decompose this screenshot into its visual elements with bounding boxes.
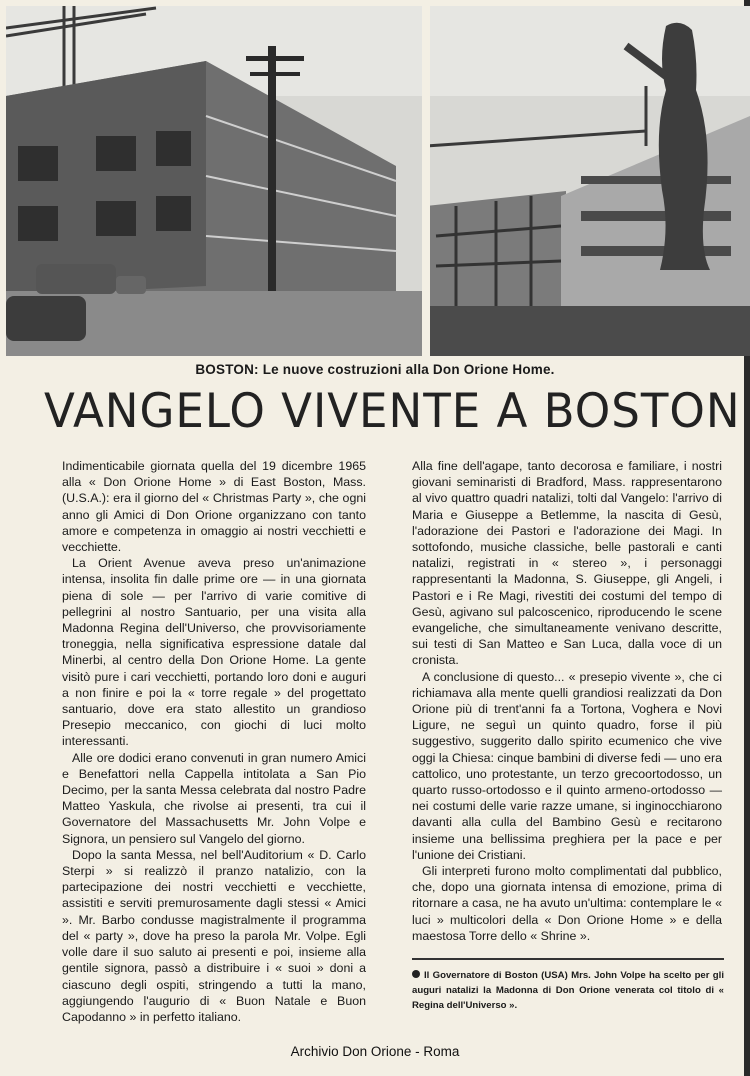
article-headline: VANGELO VIVENTE A BOSTON	[44, 384, 741, 439]
paragraph: Alla fine dell'agape, tanto decorosa e familiare, i nostri giovani seminaristi di Bradford, Mass. rappresentarono al vivo quattro quadri natalizi, tolti dal Vangelo: l'arrivo di Maria e Giuseppe a Betlemme, la nascita di Gesù, l'adorazione dei Pastori e l'adorazione dei Magi. In sottofondo, musiche classiche, belle pastorali e canti natalizi, registrati in « stereo », i personaggi rappresentanti la Madonna, S. Giuseppe, gli Angeli, i Pastori e i Re Magi, rivestiti dei costumi del tempo di Gesù, agivano sul palcoscenico, riproducendo le scene evangeliche, che simultaneamente venivano descritte, sui testi di San Matteo e San Luca, dalla voce di un cronista.	[412, 459, 722, 668]
archive-label: Archivio Don Orione - Roma	[290, 1044, 460, 1059]
paragraph: Gli interpreti furono molto complimentati dal pubblico, che, dopo una giornata intensa di emozione, prima di ritornare a casa, ne ha avuto un'ultima: contemplare le « luci » multicolori della « Don Orione Home » e della maestosa Torre dello « Shrine ».	[412, 864, 722, 943]
paragraph: La Orient Avenue aveva preso un'animazione intensa, insolita fin dalle prime ore — in una giornata piena di sole — per l'arrivo di varie comitive di pellegrini al nostro Santuario, per una visita alla Madonna Regina dell'Universo, che provvisoriamente troneggia, nella significativa espressione datale dal Minerbi, al centro della Don Orione Home. La gente visitò pure i cari vecchietti, portando loro doni e auguri a non finire e poi la « torre regale » del progettato santuario, dove era stato allestito un grandioso Presepio meccanico, con giochi di luci molto interessanti.	[62, 556, 366, 749]
paragraph: A conclusione di questo... « presepio vivente », che ci richiamava alla mente quelli grandiosi realizzati da Don Orione più di trent'anni fa a Tortona, Voghera e Novi Ligure, ne seguì un quinto quadro, forse il più suggestivo, suggerito dallo spirito ecumenico che vive oggi la Chiesa: cinque bambini di diverse fedi — uno era cattolico, uno protestante, un terzo grecoortodosso, un quarto russo-ortodosso e il quinto armeno-ortodosso — nei costumi delle varie razze umane, si inginocchiarono davanti alla culla del Bambino Gesù e recitarono insieme una bellissima preghiera per la pace e per l'unione dei Cristiani.	[412, 669, 722, 862]
right-column	[412, 458, 722, 944]
left-column	[62, 458, 366, 1025]
paragraph: Dopo la santa Messa, nel bell'Auditorium « D. Carlo Sterpi » si realizzò il pranzo natalizio, con la partecipazione dei nostri vecchietti e vecchiette, assistiti e serviti premurosamente dagli stessi « Amici ». Mr. Barbo condusse magistralmente il programma del « party », dove ha preso la parola Mr. Volpe. Egli volle dare il suo saluto ai presenti e poi, insieme alla gentile signora, passò a distribuire i « suoi » doni a ciascuno degli ospiti, stringendo a tutti la mano, aggiungendo l'augurio di « Buon Natale e Buon Capodanno » in perfetto italiano.	[62, 847, 366, 1024]
paragraph: Indimenticabile giornata quella del 19 dicembre 1965 alla « Don Orione Home » di East Boston, Mass. (U.S.A.): era il giorno del « Christmas Party », che ogni anno gli Amici di Don Orione organizzano con tanto amore e competenza in omaggio ai nostri vecchietti e vecchiette.	[62, 459, 366, 555]
photo-note-text: Il Governatore di Boston (USA) Mrs. John Volpe ha scelto per gli auguri natalizi la Madonna di Don Orione venerata col titolo di « Regina dell'Universo ».	[412, 970, 724, 1011]
photo-note	[412, 958, 724, 1013]
photo-caption: BOSTON: Le nuove costruzioni alla Don Orione Home.	[195, 362, 555, 377]
paragraph: Alle ore dodici erano convenuti in gran numero Amici e Benefattori nella Cappella intitolata a San Pio Decimo, per la santa Messa celebrata dal nostro Padre Matteo Yaskula, che rivolse ai presenti, tra cui il Governatore del Massachusetts Mr. John Volpe e Signora, un pensiero sul Vangelo del giorno.	[62, 750, 366, 846]
bullet-icon	[412, 970, 420, 978]
boston-construction-photo	[6, 6, 750, 356]
